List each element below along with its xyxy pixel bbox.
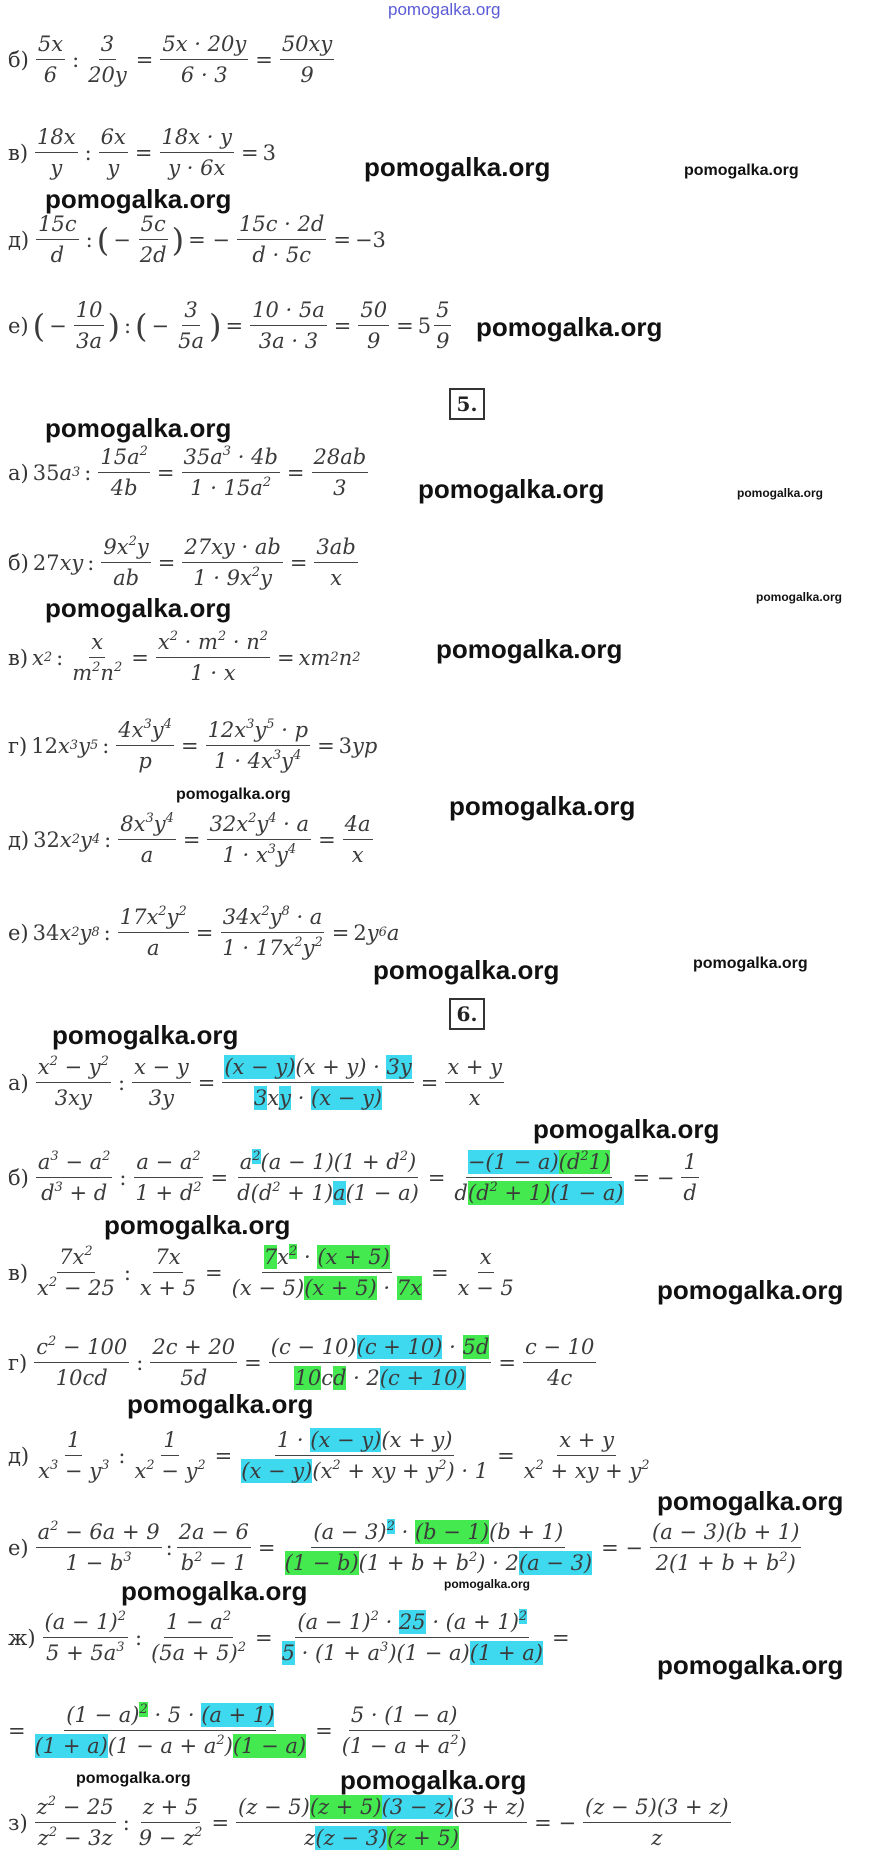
- watermark: pomogalka.org: [121, 1576, 308, 1606]
- watermark: pomogalka.org: [756, 590, 843, 604]
- watermark: pomogalka.org: [449, 791, 636, 821]
- equation-b-1: б) $\frac{5x}{6}$ : $\frac{3}{20y}$ = $\frac{5x \cdot 20y}{6 \cdot 3}$ = $\frac{50xy}{9}$: [8, 32, 333, 87]
- equation-a-6: а) $\frac{x^2 - y^2}{3xy}$ : $\frac{x - y}{3y}$ = $\frac{(x - y)(x + y) \cdot 3y}{3xy \cdot (x - y)}$ = $\frac{x + y}{x}$: [8, 1054, 503, 1110]
- watermark: pomogalka.org: [340, 1765, 527, 1795]
- task-number-5: 5.: [449, 388, 485, 420]
- equation-b-6: б) $\frac{a^3 - a^2}{d^3 + d}$ : $\frac{a - a^2}{1 + d^2}$ = $\frac{a^2(a - 1)(1 + d^2)}{d(d^2 + 1)a(1 - a)}$ = $\frac{-(1 - a)(d^21)}{d(d^2 + 1)(1 - a)}$ = − $\frac{1}{d}$: [8, 1149, 697, 1205]
- watermark: pomogalka.org: [52, 1020, 239, 1050]
- site-header: pomogalka.org: [388, 0, 501, 19]
- watermark: pomogalka.org: [45, 593, 232, 623]
- watermark: pomogalka.org: [693, 955, 808, 972]
- watermark: pomogalka.org: [657, 1650, 844, 1680]
- equation-zh-6: ж) $\frac{(a - 1)^2}{5 + 5a^3}$ : $\frac{1 - a^2}{(5a + 5)^2}$ = $\frac{(a - 1)^2 \cdot 25 \cdot (a + 1)^2}{5 \cdot (1 + a^3)(1 - a)(1 + a)}$ =: [8, 1609, 570, 1665]
- task-number-6: 6.: [449, 998, 485, 1030]
- equation-a-5: а) 35 a 3 : $\frac{15a^2}{4b}$ = $\frac{35a^3 \cdot 4b}{1 \cdot 15a^2}$ = $\frac{28ab}{3}$: [8, 444, 367, 500]
- watermark: pomogalka.org: [45, 184, 232, 214]
- equation-d-5: д) 32 x 2 y 4 : $\frac{8x^3y^4}{a}$ = $\frac{32x^2y^4 \cdot a}{1 \cdot x^3y^4}$ = $\frac{4a}{x}$: [8, 811, 371, 867]
- watermark: pomogalka.org: [444, 1577, 531, 1591]
- equation-d-1: д) $\frac{15c}{d}$ : ( − $\frac{5c}{2d}$ ) = − $\frac{15c \cdot 2d}{d \cdot 5c}$ = −3: [8, 212, 386, 267]
- watermark: pomogalka.org: [373, 955, 560, 985]
- equation-g-5: г) 12 x 3 y 5 : $\frac{4x^3y^4}{p}$ = $\frac{12x^3y^5 \cdot p}{1 \cdot 4x^3y^4}$ = 3 yp: [8, 717, 378, 773]
- equation-e-6: е) $\frac{a^2 - 6a + 9}{1 - b^3}$ : $\frac{2a - 6}{b^2 - 1}$ = $\frac{(a - 3)^2 \cdot (b - 1)(b + 1)}{(1 - b)(1 + b + b^2) \cdot 2(a - 3)}$ = − $\frac{(a - 3)(b + 1)}{2(1 + b + b^2)}$: [8, 1519, 800, 1575]
- equation-e-5: е) 34 x 2 y 8 : $\frac{17x^2y^2}{a}$ = $\frac{34x^2y^8 \cdot a}{1 \cdot 17x^2y^2}$ = 2 y 6 a: [8, 904, 400, 960]
- watermark: pomogalka.org: [127, 1389, 314, 1419]
- watermark: pomogalka.org: [76, 1770, 191, 1787]
- equation-zh-6-cont: = $\frac{(1 - a)^2 \cdot 5 \cdot (a + 1)}{(1 + a)(1 - a + a^2)(1 - a)}$ = $\frac{5 \cdot (1 - a)}{(1 - a + a^2)}$: [8, 1702, 467, 1758]
- watermark: pomogalka.org: [737, 486, 824, 500]
- watermark: pomogalka.org: [476, 312, 663, 342]
- equation-e-1: е) ( − $\frac{10}{3a}$ ) : ( − $\frac{3}{5a}$ ) = $\frac{10 \cdot 5a}{3a \cdot 3}$ = $\frac{50}{9}$ = 5 $\frac{5}{9}$: [8, 298, 450, 353]
- watermark: pomogalka.org: [364, 152, 551, 182]
- equation-v-5: в) x 2 : $\frac{x}{m^2n^2}$ = $\frac{x^2 \cdot m^2 \cdot n^2}{1 \cdot x}$ = xm 2 n 2: [8, 629, 361, 685]
- watermark: pomogalka.org: [657, 1275, 844, 1305]
- equation-d-6: д) $\frac{1}{x^3 - y^3}$ : $\frac{1}{x^2 - y^2}$ = $\frac{1 \cdot (x - y)(x + y)}{(x - y)(x^2 + xy + y^2) \cdot 1}$ = $\frac{x + y}{x^2 + xy + y^2}$: [8, 1428, 650, 1483]
- equation-g-6: г) $\frac{c^2 - 100}{10cd}$ : $\frac{2c + 20}{5d}$ = $\frac{(c - 10)(c + 10) \cdot 5d}{10cd \cdot 2(c + 10)}$ = $\frac{c - 10}{4c}$: [8, 1334, 595, 1390]
- watermark: pomogalka.org: [418, 474, 605, 504]
- equation-b-5: б) 27 xy : $\frac{9x^2y}{ab}$ = $\frac{27xy \cdot ab}{1 \cdot 9x^2y}$ = $\frac{3ab}{x}$: [8, 534, 356, 590]
- watermark: pomogalka.org: [436, 634, 623, 664]
- watermark: pomogalka.org: [45, 413, 232, 443]
- watermark: pomogalka.org: [176, 786, 291, 803]
- equation-v-6: в) $\frac{7x^2}{x^2 - 25}$ : $\frac{7x}{x + 5}$ = $\frac{7x^2 \cdot (x + 5)}{(x - 5)(x + 5) \cdot 7x}$ = $\frac{x}{x - 5}$: [8, 1244, 514, 1300]
- equation-v-1: в) $\frac{18x}{y}$ : $\frac{6x}{y}$ = $\frac{18x \cdot y}{y \cdot 6x}$ = 3: [8, 125, 276, 180]
- watermark: pomogalka.org: [657, 1486, 844, 1516]
- equation-z-6: з) $\frac{z^2 - 25}{z^2 - 3z}$ : $\frac{z + 5}{9 - z^2}$ = $\frac{(z - 5)(z + 5)(3 - z)(3 + z)}{z(z - 3)(z + 5)}$ = − $\frac{(z - 5)(3 + z)}{z}$: [8, 1794, 729, 1850]
- watermark: pomogalka.org: [104, 1210, 291, 1240]
- watermark: pomogalka.org: [684, 162, 799, 179]
- watermark: pomogalka.org: [533, 1114, 720, 1144]
